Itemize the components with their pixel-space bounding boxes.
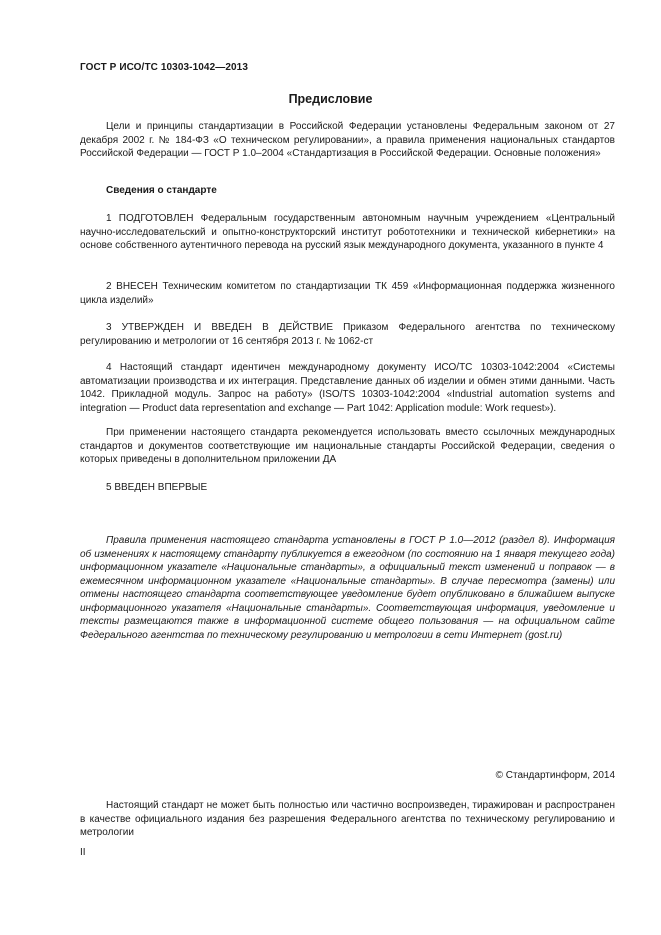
footer-paragraph: Настоящий стандарт не может быть полностью или частично воспроизведен, тиражирован и распространен в качестве официального издания без разрешения Федерального агентства по техническому регулированию и метрологии <box>80 800 615 838</box>
notice-paragraph: Правила применения настоящего стандарта установлены в ГОСТ Р 1.0—2012 (раздел 8). Информация об изменениях к настоящему стандарту публикуется в ежегодном (по состоянию на 1 января текущего года) информационном указателе «Национальные стандарты», а официальный текст изменений и поправок — в ежемесячном информационном указателе «Национальные стандарты». В случае пересмотра (замены) или отмены настоящего стандарта соответствующее уведомление будет опубликовано в ближайшем выпуске информационного указателя «Национальные стандарты». Соответствующая информация, уведомление и тексты размещаются также в информационной системе общего пользования — на официальном сайте Федерального агентства по техническому регулированию и метрологии в сети Интернет (gost.ru) <box>80 535 615 641</box>
copyright-line: © Стандартинформ, 2014 <box>495 770 615 781</box>
intro-paragraph: Цели и принципы стандартизации в Российской Федерации установлены Федеральным законом от 27 декабря 2002 г. № 184-ФЗ «О техническом регулировании», а правила применения национальных стандартов Российской Федерации — ГОСТ Р 1.0–2004 «Стандартизация в Российской Федерации. Основные положения» <box>80 121 615 159</box>
section-subheading: Сведения о стандарте <box>106 185 217 196</box>
item-3-paragraph: 3 УТВЕРЖДЕН И ВВЕДЕН В ДЕЙСТВИЕ Приказом Федерального агентства по техническому регулированию и метрологии от 16 сентября 2013 г. № 1062-ст <box>80 322 615 347</box>
item-4-note-paragraph: При применении настоящего стандарта рекомендуется использовать вместо ссылочных международных стандартов и документов соответствующие им национальные стандарты Российской Федерации, сведения о которых приведены в дополнительном приложении ДА <box>80 427 615 465</box>
document-header: ГОСТ Р ИСО/ТС 10303-1042—2013 <box>80 62 248 73</box>
page-number: II <box>80 847 86 858</box>
page-title: Предисловие <box>288 92 373 106</box>
item-5-paragraph: 5 ВВЕДЕН ВПЕРВЫЕ <box>106 482 208 493</box>
item-2-paragraph: 2 ВНЕСЕН Техническим комитетом по стандартизации ТК 459 «Информационная поддержка жизненного цикла изделий» <box>80 281 615 306</box>
item-1-paragraph: 1 ПОДГОТОВЛЕН Федеральным государственным автономным научным учреждением «Центральный научно-исследовательский и опытно-конструкторский институт робототехники и технической кибернетики» на основе собственного аутентичного перевода на русский язык международного документа, указанного в пункте 4 <box>80 213 615 251</box>
item-4-paragraph: 4 Настоящий стандарт идентичен международному документу ИСО/ТС 10303-1042:2004 «Системы автоматизации производства и их интеграция. Представление данных об изделии и обмен этими данными. Часть 1042. Прикладной модуль. Запрос на работу» (ISO/TS 10303-1042:2004 «Industrial automation systems and integration — Product data representation and exchange — Part 1042: Application module: Work request»). <box>80 362 615 414</box>
